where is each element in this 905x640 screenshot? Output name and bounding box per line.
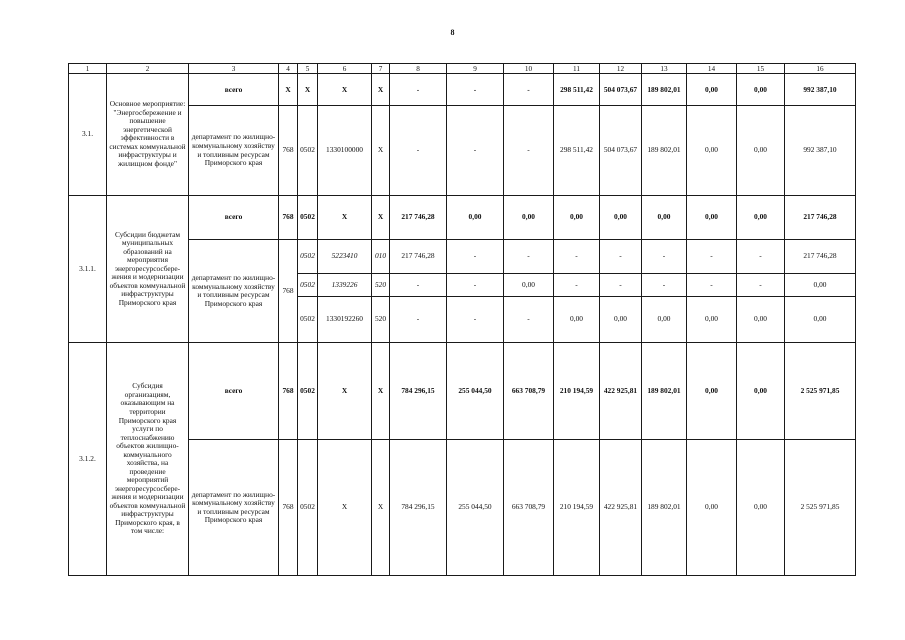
cell: 2 525 971,85: [785, 440, 856, 576]
header-cell: 4: [279, 64, 298, 74]
row-name: Субсидия организациям, оказывающим на территории Приморского края услуги по теплоснабжению объектов жилищно-коммунального хозяйства, на проведение мероприятий энергоресурсосбере-жения и модернизации объектов коммунальной инфраструктуры Приморского края, в том числе:: [107, 343, 189, 576]
cell: X: [318, 343, 372, 440]
cell: -: [642, 274, 687, 296]
cell: 189 802,01: [642, 106, 687, 195]
cell: -: [390, 274, 447, 296]
cell: -: [554, 274, 600, 296]
table-row: [69, 195, 856, 240]
cell: 298 511,42: [554, 106, 600, 195]
cell: X: [279, 74, 298, 106]
cell: -: [504, 240, 554, 274]
cell: 189 802,01: [642, 343, 687, 440]
cell: 0,00: [642, 296, 687, 343]
cell: 0502: [298, 440, 318, 576]
cell: 0502: [298, 106, 318, 195]
cell: 663 708,79: [504, 440, 554, 576]
row-code: 3.1.1.: [69, 195, 107, 343]
cell: 768: [279, 195, 298, 240]
cell: 520: [372, 274, 390, 296]
cell: X: [372, 195, 390, 240]
cell: 189 802,01: [642, 74, 687, 106]
cell: 422 925,81: [600, 343, 642, 440]
header-cell: 1: [69, 64, 107, 74]
cell: 0,00: [554, 195, 600, 240]
cell: 2 525 971,85: [785, 343, 856, 440]
cell: 0,00: [600, 195, 642, 240]
cell: 1330192260: [318, 296, 372, 343]
cell: 217 746,28: [785, 195, 856, 240]
cell: 0,00: [687, 195, 737, 240]
cell: 784 296,15: [390, 440, 447, 576]
header-cell: 10: [504, 64, 554, 74]
cell: 0502: [298, 343, 318, 440]
cell: -: [390, 74, 447, 106]
cell: 768: [279, 440, 298, 576]
cell: 0,00: [737, 296, 785, 343]
row-code: 3.1.2.: [69, 343, 107, 576]
department-cell: департамент по жилищно-коммунальному хозяйству и топливным ресурсам Приморского края: [189, 240, 279, 343]
cell: 0,00: [687, 343, 737, 440]
cell: X: [372, 106, 390, 195]
cell: 0,00: [687, 296, 737, 343]
cell: -: [687, 274, 737, 296]
cell: 992 387,10: [785, 74, 856, 106]
budget-table: [68, 63, 856, 576]
cell: 768: [279, 106, 298, 195]
cell: 0502: [298, 240, 318, 274]
row-name: Основное мероприятие: "Энергосбережение и повышение энергетической эффективности в системах коммунальной инфраструктуры и жилищном фонде": [107, 74, 189, 195]
cell: 189 802,01: [642, 440, 687, 576]
cell: -: [737, 274, 785, 296]
cell: 0,00: [785, 296, 856, 343]
cell: 504 073,67: [600, 106, 642, 195]
cell: -: [554, 240, 600, 274]
cell: 768: [279, 240, 298, 343]
header-cell: 7: [372, 64, 390, 74]
cell: 210 194,59: [554, 440, 600, 576]
department-cell: департамент по жилищно-коммунальному хозяйству и топливным ресурсам Приморского края: [189, 440, 279, 576]
header-cell: 8: [390, 64, 447, 74]
cell: X: [318, 195, 372, 240]
cell: -: [447, 240, 504, 274]
cell: 0,00: [785, 274, 856, 296]
cell: 1339226: [318, 274, 372, 296]
cell: -: [447, 274, 504, 296]
header-cell: 15: [737, 64, 785, 74]
header-cell: 13: [642, 64, 687, 74]
cell: 0,00: [737, 106, 785, 195]
cell: -: [504, 296, 554, 343]
cell: 992 387,10: [785, 106, 856, 195]
header-cell: 9: [447, 64, 504, 74]
header-cell: 12: [600, 64, 642, 74]
cell: 5223410: [318, 240, 372, 274]
total-label: всего: [189, 343, 279, 440]
cell: 0,00: [600, 296, 642, 343]
cell: 010: [372, 240, 390, 274]
total-label: всего: [189, 195, 279, 240]
cell: 0502: [298, 296, 318, 343]
cell: 217 746,28: [785, 240, 856, 274]
cell: 0,00: [687, 106, 737, 195]
cell: -: [447, 106, 504, 195]
header-cell: 2: [107, 64, 189, 74]
cell: X: [318, 74, 372, 106]
header-cell: 16: [785, 64, 856, 74]
cell: 784 296,15: [390, 343, 447, 440]
cell: 1330100000: [318, 106, 372, 195]
cell: -: [447, 296, 504, 343]
table-row: [69, 343, 856, 440]
total-label: всего: [189, 74, 279, 106]
cell: 0,00: [504, 274, 554, 296]
cell: -: [600, 274, 642, 296]
header-cell: 6: [318, 64, 372, 74]
cell: -: [504, 106, 554, 195]
header-cell: 5: [298, 64, 318, 74]
cell: 210 194,59: [554, 343, 600, 440]
cell: 0,00: [642, 195, 687, 240]
row-code: 3.1.: [69, 74, 107, 195]
cell: 504 073,67: [600, 74, 642, 106]
cell: X: [372, 440, 390, 576]
cell: 663 708,79: [504, 343, 554, 440]
cell: 255 044,50: [447, 440, 504, 576]
cell: 422 925,81: [600, 440, 642, 576]
column-number-row: [69, 64, 856, 74]
cell: 520: [372, 296, 390, 343]
cell: 0,00: [554, 296, 600, 343]
cell: -: [600, 240, 642, 274]
cell: X: [298, 74, 318, 106]
cell: 217 746,28: [390, 240, 447, 274]
department-cell: департамент по жилищно-коммунальному хозяйству и топливным ресурсам Приморского края: [189, 106, 279, 195]
cell: X: [372, 74, 390, 106]
cell: 298 511,42: [554, 74, 600, 106]
cell: 768: [279, 343, 298, 440]
cell: 0502: [298, 195, 318, 240]
row-name: Субсидии бюджетам муниципальных образований на мероприятия энергоресурсосбере-жения и модернизации объектов коммунальной инфраструктуры Приморского края: [107, 195, 189, 343]
cell: 0,00: [504, 195, 554, 240]
page-number: 8: [450, 28, 455, 37]
table-row: [69, 74, 856, 106]
cell: -: [737, 240, 785, 274]
cell: X: [372, 343, 390, 440]
cell: 0,00: [737, 74, 785, 106]
cell: -: [447, 74, 504, 106]
cell: 255 044,50: [447, 343, 504, 440]
cell: 217 746,28: [390, 195, 447, 240]
cell: -: [504, 74, 554, 106]
cell: 0,00: [447, 195, 504, 240]
header-cell: 14: [687, 64, 737, 74]
cell: 0,00: [687, 74, 737, 106]
cell: 0,00: [737, 195, 785, 240]
header-cell: 3: [189, 64, 279, 74]
cell: 0,00: [737, 343, 785, 440]
cell: 0,00: [737, 440, 785, 576]
header-cell: 11: [554, 64, 600, 74]
cell: -: [687, 240, 737, 274]
cell: 0,00: [687, 440, 737, 576]
cell: -: [390, 296, 447, 343]
cell: -: [390, 106, 447, 195]
cell: X: [318, 440, 372, 576]
cell: 0502: [298, 274, 318, 296]
cell: -: [642, 240, 687, 274]
